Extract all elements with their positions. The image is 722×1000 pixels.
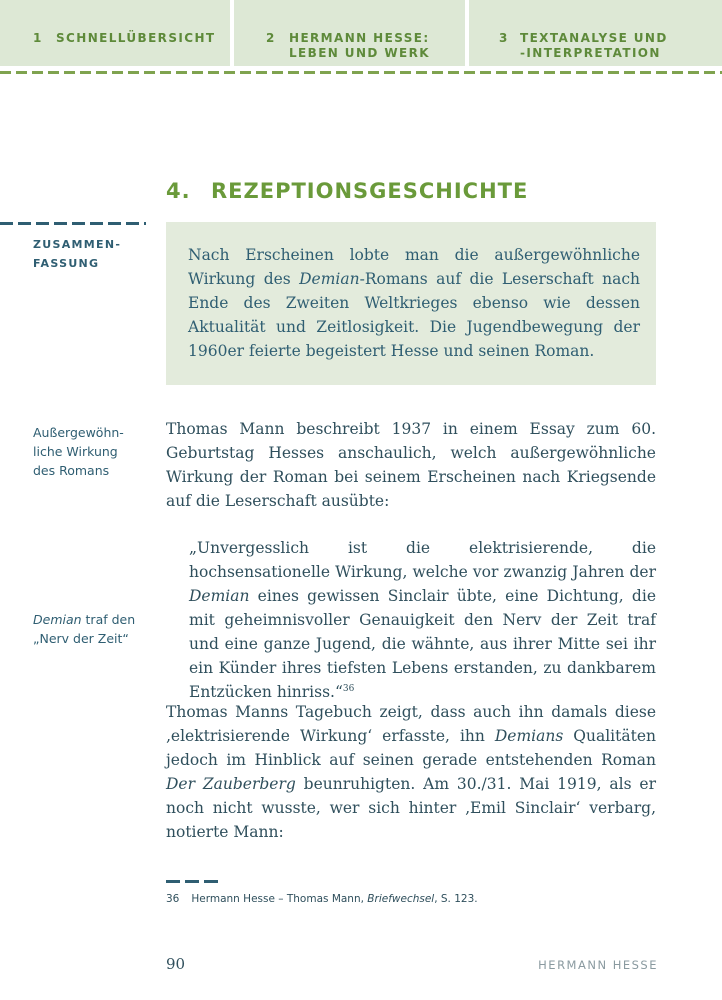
margin-label-line: ZUSAMMEN-: [33, 238, 122, 251]
tab-number: 3: [499, 31, 509, 45]
italic-run: Der Zauberberg: [166, 775, 296, 793]
footnote-text: , S. 123.: [434, 893, 478, 905]
header-dashed-divider: [0, 71, 722, 74]
margin-note-wirkung: [33, 423, 124, 480]
tab-label-line2: -INTERPRETATION: [520, 46, 661, 60]
margin-note-line: Außergewöhn-: [33, 425, 124, 440]
tab-label: [289, 31, 430, 61]
summary-box: [166, 222, 656, 385]
italic-run: Demian: [189, 587, 250, 605]
text-run: „Unvergesslich ist die elektrisierende, die hochsensationelle Wirkung, welche vor zwanzig Jahren der: [189, 539, 656, 581]
summary-text: [188, 243, 640, 363]
margin-label-summary: [33, 235, 121, 273]
margin-note-nerv: [33, 610, 135, 648]
text-run: Nach Erscheinen lobte man die außergewöhnliche Wirkung des: [188, 246, 640, 288]
body-paragraph-1: Thomas Mann beschreibt 1937 in einem Essay zum 60. Geburtstag Hesses anschaulich, welch außergewöhnliche Wirkung der Roman bei seinem Erscheinen nach Kriegsende auf die Leserschaft ausübte:: [166, 420, 656, 510]
chapter-nav: [0, 0, 722, 66]
tab-label-line1: HERMANN HESSE:: [289, 31, 430, 45]
tab-label: SCHNELLÜBERSICHT: [56, 31, 216, 45]
text-run: Qualitäten jedoch im Hinblick auf seinen gerade entstehenden Roman: [166, 727, 656, 769]
block-quote: [189, 536, 656, 704]
footnote-italic: Briefwechsel: [367, 893, 435, 905]
tab-label: [520, 31, 668, 61]
text-run: Thomas Manns Tagebuch zeigt, dass auch ihn damals diese ‚elektrisierende Wirkung‘ erfasste, ihn: [166, 703, 656, 745]
tab-label-line1: TEXTANALYSE UND: [520, 31, 668, 45]
footnote-number: 36: [166, 893, 180, 905]
footnote: [166, 893, 478, 905]
margin-note-line: liche Wirkung: [33, 444, 118, 459]
margin-note-line: des Romans: [33, 463, 110, 478]
tab-label-line2: LEBEN UND WERK: [289, 46, 430, 60]
footnote-text: Hermann Hesse – Thomas Mann,: [191, 893, 368, 905]
footnote-divider: [166, 880, 218, 883]
page-number: 90: [166, 955, 186, 973]
tab-leben-und-werk[interactable]: [234, 0, 465, 66]
text-run: -Romans auf die Leserschaft nach Ende des Zweiten Weltkrieges ebenso wie dessen Aktualität und Zeitlosigkeit. Die Jugendbewegung der 1960er feierte begeistert Hesse und seinen Roman.: [188, 270, 640, 360]
margin-dashed-divider: [0, 222, 146, 225]
margin-note-italic: Demian: [33, 612, 82, 627]
margin-label-line: FASSUNG: [33, 257, 100, 270]
chapter-number: 4.: [166, 179, 191, 203]
italic-run: Demians: [494, 727, 564, 745]
footnote-reference[interactable]: 36: [342, 683, 355, 694]
tab-number: 1: [33, 31, 43, 45]
italic-run: Demian: [299, 270, 360, 288]
chapter-title: REZEPTIONSGESCHICHTE: [211, 179, 529, 203]
tab-number: 2: [266, 31, 276, 45]
margin-note-line: traf den: [81, 612, 136, 627]
text-run: beunruhigten. Am 30./31. Mai 1919, als er noch nicht wusste, wer sich hinter ‚Emil Sinclair‘ verbarg, notierte Mann:: [166, 775, 656, 841]
margin-note-line: „Nerv der Zeit“: [33, 631, 129, 646]
tab-textanalyse[interactable]: [469, 0, 722, 66]
tab-schnelluebersicht[interactable]: [0, 0, 230, 66]
running-title: HERMANN HESSE: [538, 958, 658, 972]
text-run: eines gewissen Sinclair übte, eine Dichtung, die mit geheimnisvoller Genauigkeit den Nerv der Zeit traf und eine ganze Jugend, die wähnte, aus ihrer Mitte sei ihr ein Künder ihres tiefsten Lebens erstanden, zu dankbarem Entzücken hinriss.“: [189, 587, 656, 701]
body-paragraph-2: [166, 700, 656, 844]
